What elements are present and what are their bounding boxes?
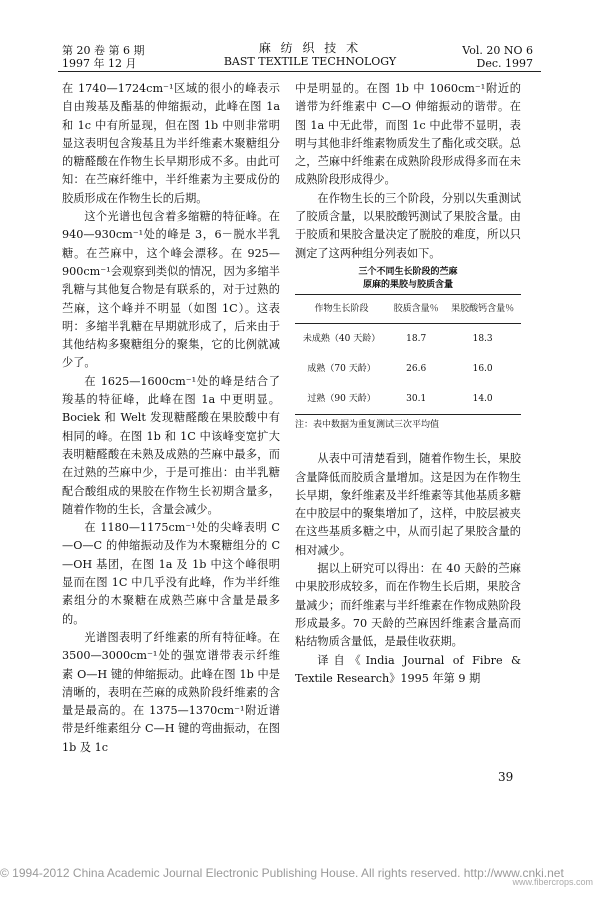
table-cell: 30.1 xyxy=(388,384,444,415)
paragraph: 在 1625—1600cm⁻¹处的峰是结合了羧基的特征峰，此峰在图 1a 中更明显。Bociek 和 Welt 发现糖醛酸在果胶酸中有相同的峰。在图 1b 和 1C 中该峰变宽扩大表明糖醛酸在未熟及成熟的苎麻中最多，而在过熟的苎麻中少，于是可推出：由半乳糖配合酸组成的果胶在作物生长初期含量多，随着作物的生长，含量会减少。 xyxy=(62,374,280,516)
table-row xyxy=(295,384,521,415)
table-title-line2: 原麻的果胶与胶质含量 xyxy=(362,279,453,290)
table-cell: 16.0 xyxy=(472,364,493,375)
table-cell: 成熟（70 天龄） xyxy=(307,364,376,375)
journal-title-en: BAST TEXTILE TECHNOLOGY xyxy=(223,55,397,68)
table-header-row xyxy=(295,294,521,323)
table-cell: 过熟（90 天龄） xyxy=(295,384,388,415)
paragraph: 在 1180—1175cm⁻¹处的尖峰表明 C—O—C 的伸缩振动及作为木聚糖组分的 C—OH 基团，在图 1a 及 1b 中这个峰很明显而在图 1C 中几乎没有此峰，作为半纤维素组分的木聚糖在成熟苎麻中含量是最多的。 xyxy=(62,521,280,626)
left-column xyxy=(62,80,280,757)
header-left xyxy=(62,44,144,70)
issue-date-en: Dec. 1997 xyxy=(476,57,533,70)
table-header-cell: 果胶酸钙含量％ xyxy=(444,294,521,323)
content-table xyxy=(295,294,521,415)
header-right xyxy=(462,44,533,70)
volume-en: Vol. 20 NO 6 xyxy=(462,44,533,57)
table-cell: 14.0 xyxy=(444,384,521,415)
table-cell: 18.7 xyxy=(406,334,427,345)
journal-title-cn: 麻 纺 织 技 术 xyxy=(258,41,362,55)
paragraph: 在 1740—1724cm⁻¹区域的很小的峰表示自由羧基及酯基的伸缩振动，此峰在图 1a 和 1c 中有所显现，但在图 1b 中则非常明显这表明包含羧基且为半纤维素木聚糖组分的糖醛酸在作物生长早期形成不多。由此可知：在苎麻纤维中，半纤维素为主要成份的胶质形成在作物生长的后期。 xyxy=(62,82,280,205)
issue-date-cn: 1997 年 12 月 xyxy=(62,57,137,70)
citation: 译自《India Journal of Fibre & Textile Research》1995 年第 9 期 xyxy=(295,653,521,685)
table-header-cell: 胶质含量％ xyxy=(388,294,444,323)
table-header-cell: 作物生长阶段 xyxy=(295,294,388,323)
table-cell: 未成熟（40 天龄） xyxy=(302,334,381,345)
paragraph: 据以上研究可以得出：在 40 天龄的苎麻中果胶形成较多，而在作物生长后期，果胶含量减少；而纤维素与半纤维素在作物成熟阶段形成最多。70 天龄的苎麻因纤维素含量高而粘结物质含量低，是最佳收获期。 xyxy=(295,562,521,649)
paragraph: 光谱图表明了纤维素的所有特征峰。在 3500—3000cm⁻¹处的强宽谱带表示纤维素 O—H 键的伸缩振动。此峰在图 1b 中是清晰的，表明在苎麻的成熟阶段纤维素的含量是最高的。在 1375—1370cm⁻¹附近谱带是纤维素组分 C—H 键的弯曲振动，在图 1b 及 1c xyxy=(62,630,280,754)
paragraph: 在作物生长的三个阶段，分别以失重测试了胶质含量，以果胶酸钙测试了果胶含量。由于胶质和果胶含量决定了脱胶的难度，所以只测定了这两种组分列表如下。 xyxy=(295,191,521,260)
page-number: 39 xyxy=(498,770,514,784)
table-title xyxy=(295,266,521,292)
right-column xyxy=(295,80,521,688)
table-cell: 18.3 xyxy=(472,334,493,345)
paragraph: 这个光谱也包含着多缩糖的特征峰。在 940—930cm⁻¹处的峰是 3，6－脱水半乳糖。在苎麻中，这个峰会漂移。在 925—900cm⁻¹会观察到类似的情况，因为多缩半乳糖与其他复合物是有联系的，对于过熟的苎麻，这个峰并不明显（如图 1C）。这表明：多缩半乳糖在早期就形成了，后来由于其他结构多聚糖组分的聚集，它的比例就减少了。 xyxy=(62,210,280,370)
copyright-footer: © 1994-2012 China Academic Journal Electronic Publishing House. All rights reserved. http://www.cnki.net xyxy=(0,866,564,880)
volume-issue: 第 20 卷 第 6 期 xyxy=(62,44,145,57)
table-note: 注：表中数据为重复测试三次平均值 xyxy=(295,420,440,431)
table-cell: 26.6 xyxy=(406,364,427,375)
table-row xyxy=(295,324,521,355)
table-title-line1: 三个不同生长阶段的苎麻 xyxy=(358,266,458,277)
watermark: www.fibercrops.com xyxy=(512,877,593,887)
paragraph: 从表中可清楚看到，随着作物生长，果胶含量降低而胶质含量增加。这是因为在作物生长早期，象纤维素及半纤维素等其他基质多糖在中胶层中的聚集增加了，这样，中胶层被夹在这些基质多糖之中，从而引起了果胶含量的相对减少。 xyxy=(295,452,521,557)
header-center xyxy=(210,42,410,68)
header-rule xyxy=(58,71,541,72)
paragraph: 中是明显的。在图 1b 中 1060cm⁻¹附近的谱带为纤维素中 C—O 伸缩振动的谐带。在图 1a 中无此带，而图 1c 中此带不显明，表明与其他非纤维素物质发生了酯化或交联。总之，苎麻中纤维素在成熟阶段形成得多而在未成熟阶段形成得少。 xyxy=(295,82,521,187)
table-row xyxy=(295,354,521,384)
